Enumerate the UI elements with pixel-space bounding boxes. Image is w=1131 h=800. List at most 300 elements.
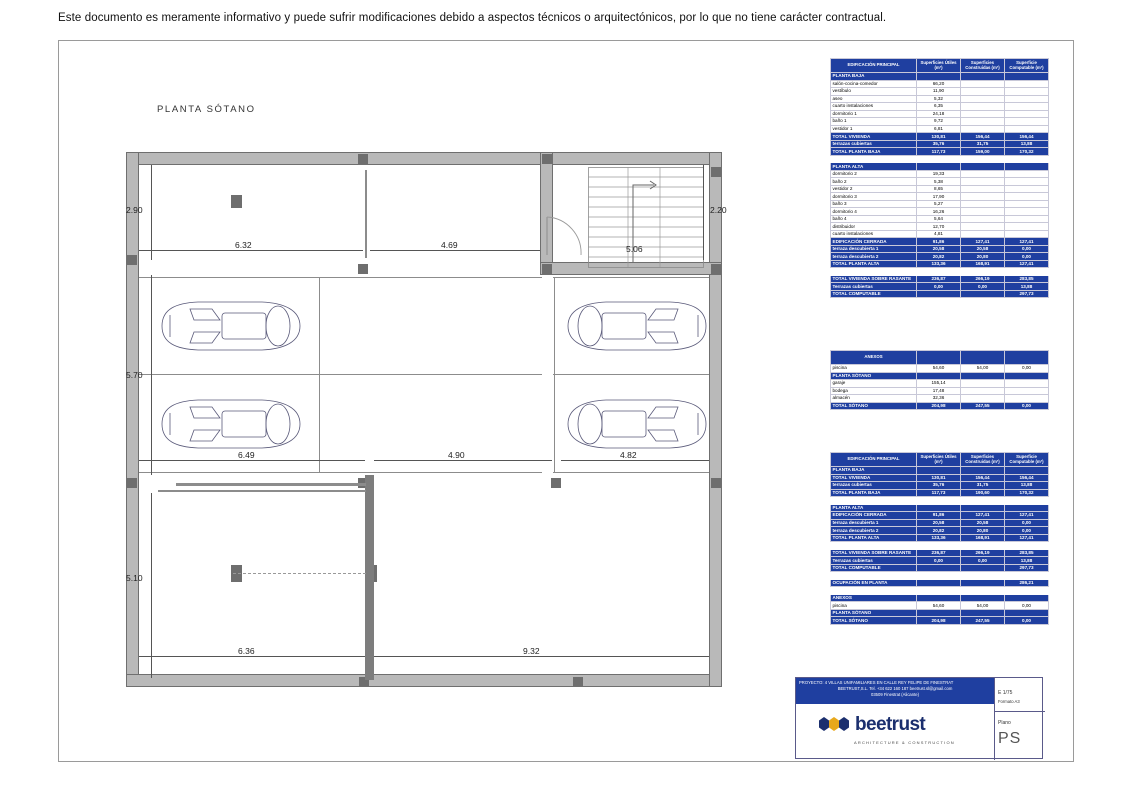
- row-value: 204,98: [917, 402, 961, 410]
- row-value: 156,44: [1005, 474, 1049, 482]
- row-label: TOTAL PLANTA BAJA: [831, 148, 917, 156]
- row-label: piscina: [831, 602, 917, 610]
- dim-stair: 5.06: [626, 244, 643, 254]
- table-row: [831, 185, 1049, 193]
- row-value: 8,65: [917, 185, 961, 193]
- column-13: [573, 677, 583, 687]
- dimline-mid-a: [139, 460, 365, 461]
- row-value: 6,35: [917, 103, 961, 111]
- row-value: 127,41: [1005, 512, 1049, 520]
- row-value: [961, 564, 1005, 572]
- row-value: 286,21: [1005, 579, 1049, 587]
- column-1: [358, 154, 368, 164]
- row-label: Terrazas cubiertas: [831, 283, 917, 291]
- row-value: [961, 200, 1005, 208]
- row-value: 17,48: [917, 387, 961, 395]
- row-value: 0,00: [1005, 253, 1049, 261]
- row-value: 20,80: [961, 253, 1005, 261]
- table-header-row: [831, 59, 1049, 73]
- row-value: [917, 564, 961, 572]
- row-value: [1005, 185, 1049, 193]
- row-value: [961, 587, 1005, 595]
- row-value: 236,87: [917, 549, 961, 557]
- scale-label: E 1/75: [998, 690, 1013, 696]
- row-label: baño 3: [831, 200, 917, 208]
- row-value: [917, 155, 961, 163]
- row-value: [917, 579, 961, 587]
- surface-table-main: [830, 58, 1049, 298]
- table-row: [831, 193, 1049, 201]
- table-row: [831, 133, 1049, 141]
- car-top-right: [558, 293, 718, 359]
- table-row: [831, 170, 1049, 178]
- row-value: 0,00: [1005, 245, 1049, 253]
- table-row: [831, 80, 1049, 88]
- row-value: 236,87: [917, 275, 961, 283]
- row-value: 0,00: [1005, 519, 1049, 527]
- row-label: vestidor 2: [831, 185, 917, 193]
- partition-mid-horizontal-2: [158, 490, 366, 492]
- dimline-left-bottom: [151, 493, 152, 678]
- row-value: 19,33: [917, 170, 961, 178]
- row-value: [1005, 200, 1049, 208]
- row-value: 20,58: [961, 245, 1005, 253]
- row-label: [831, 268, 917, 276]
- row-value: [917, 542, 961, 550]
- wall-top-right: [540, 152, 722, 165]
- table-row: [831, 504, 1049, 512]
- row-value: 31,75: [961, 140, 1005, 148]
- row-value: 0,00: [961, 557, 1005, 565]
- row-value: 13,88: [1005, 283, 1049, 291]
- row-value: 127,41: [1005, 260, 1049, 268]
- row-label: Terrazas cubiertas: [831, 557, 917, 565]
- table-row: [831, 519, 1049, 527]
- row-value: 20,58: [917, 519, 961, 527]
- staircase: [588, 167, 708, 272]
- row-value: [961, 193, 1005, 201]
- table-header-cell: EDIFICACIÓN PRINCIPAL: [831, 59, 917, 73]
- row-value: [917, 587, 961, 595]
- row-value: [917, 73, 961, 81]
- row-value: [917, 594, 961, 602]
- table-header-cell: Superficie Computable (m²): [1005, 453, 1049, 467]
- table-row: [831, 275, 1049, 283]
- row-label: piscina: [831, 365, 917, 373]
- title-block-project-info: [796, 678, 994, 704]
- table-row: [831, 200, 1049, 208]
- row-label: PLANTA SÓTANO: [831, 609, 917, 617]
- row-label: baño 4: [831, 215, 917, 223]
- row-value: [1005, 125, 1049, 133]
- row-value: [961, 395, 1005, 403]
- table-row: [831, 572, 1049, 580]
- table-row: [831, 260, 1049, 268]
- wall-top: [126, 152, 562, 165]
- table-row: [831, 155, 1049, 163]
- dim-mid-b: 4.90: [448, 450, 465, 460]
- row-value: 127,41: [961, 512, 1005, 520]
- table-header-cell: [1005, 351, 1049, 365]
- row-label: dormitorio 2: [831, 170, 917, 178]
- dim-left-mid: 5.70: [126, 370, 143, 380]
- column-11: [711, 478, 721, 488]
- table-row: [831, 602, 1049, 610]
- table-row: [831, 230, 1049, 238]
- row-value: [961, 185, 1005, 193]
- table-row: [831, 283, 1049, 291]
- row-value: 16,26: [917, 208, 961, 216]
- table-header-cell: Superficies Útiles (m²): [917, 453, 961, 467]
- floor-plan: [118, 145, 730, 695]
- column-10: [551, 478, 561, 488]
- row-value: [1005, 223, 1049, 231]
- table-row: [831, 395, 1049, 403]
- row-value: [1005, 594, 1049, 602]
- row-value: 11,90: [917, 88, 961, 96]
- row-value: 66,20: [917, 80, 961, 88]
- table-row: [831, 587, 1049, 595]
- row-value: 5,32: [917, 95, 961, 103]
- row-label: [831, 497, 917, 505]
- table-row: [831, 387, 1049, 395]
- row-value: [961, 572, 1005, 580]
- row-value: 0,00: [961, 283, 1005, 291]
- table-header-cell: Superficie Computable (m²): [1005, 59, 1049, 73]
- dim-bot-a: 6.36: [238, 646, 255, 656]
- row-value: [1005, 387, 1049, 395]
- row-value: [961, 95, 1005, 103]
- row-label: aseo: [831, 95, 917, 103]
- row-label: EDIFICACIÓN CERRADA: [831, 512, 917, 520]
- plan-title: PLANTA SÓTANO: [157, 104, 256, 115]
- row-value: 0,00: [1005, 527, 1049, 535]
- row-label: salón-cocina-comedor: [831, 80, 917, 88]
- partition-mid-horizontal: [176, 483, 366, 486]
- row-label: terraza descubierta 2: [831, 253, 917, 261]
- table-row: [831, 512, 1049, 520]
- row-value: 20,82: [917, 253, 961, 261]
- row-value: 20,82: [917, 527, 961, 535]
- parking-slot-left-1: [319, 277, 320, 374]
- dimline-bot-b: [374, 656, 709, 657]
- row-value: 127,41: [961, 238, 1005, 246]
- row-label: dormitorio 4: [831, 208, 917, 216]
- row-value: [961, 268, 1005, 276]
- plan-code: PS: [998, 730, 1022, 747]
- door-swing: [545, 215, 585, 259]
- column-3: [711, 167, 721, 177]
- row-value: [961, 208, 1005, 216]
- row-value: [1005, 118, 1049, 126]
- row-value: [961, 118, 1005, 126]
- row-label: TOTAL COMPUTABLE: [831, 290, 917, 298]
- row-value: 133,36: [917, 260, 961, 268]
- row-value: [961, 372, 1005, 380]
- wall-left: [126, 152, 139, 687]
- row-value: [961, 170, 1005, 178]
- hexagon-icon: [816, 715, 850, 735]
- table-row: [831, 542, 1049, 550]
- row-label: vestíbulo: [831, 88, 917, 96]
- row-label: TOTAL VIVIENDA: [831, 133, 917, 141]
- row-value: [1005, 73, 1049, 81]
- row-value: [1005, 80, 1049, 88]
- row-value: [917, 268, 961, 276]
- row-value: 20,80: [961, 527, 1005, 535]
- table-row: [831, 178, 1049, 186]
- table-row: [831, 527, 1049, 535]
- table-row: [831, 579, 1049, 587]
- table-row: [831, 88, 1049, 96]
- row-value: [917, 290, 961, 298]
- row-value: [961, 230, 1005, 238]
- row-label: cuarto instalaciones: [831, 103, 917, 111]
- table-row: [831, 467, 1049, 475]
- row-value: 31,75: [961, 482, 1005, 490]
- row-label: garaje: [831, 380, 917, 388]
- row-value: 20,58: [917, 245, 961, 253]
- table-header-cell: ANEXOS: [831, 351, 917, 365]
- row-label: [831, 155, 917, 163]
- dimline-left-mid: [151, 275, 152, 475]
- table-row: [831, 253, 1049, 261]
- row-value: [1005, 395, 1049, 403]
- row-value: 0,00: [917, 283, 961, 291]
- row-value: 5,38: [917, 178, 961, 186]
- table-row: [831, 489, 1049, 497]
- table-row: [831, 208, 1049, 216]
- row-value: [1005, 88, 1049, 96]
- row-value: 9,72: [917, 118, 961, 126]
- row-value: [961, 594, 1005, 602]
- row-value: 170,32: [1005, 489, 1049, 497]
- row-label: cuarto instalaciones: [831, 230, 917, 238]
- row-label: EDIFICACIÓN CERRADA: [831, 238, 917, 246]
- row-label: PLANTA SÓTANO: [831, 372, 917, 380]
- partition-upper-vertical: [365, 170, 367, 258]
- row-value: 247,55: [961, 402, 1005, 410]
- dimline-right-top: [703, 165, 704, 260]
- row-value: 247,55: [961, 617, 1005, 625]
- parking-slot-right-1: [554, 277, 555, 374]
- garage-band-bottom: [139, 472, 542, 473]
- row-value: 0,00: [1005, 617, 1049, 625]
- row-value: 283,85: [1005, 549, 1049, 557]
- wall-bottom: [126, 674, 722, 687]
- row-value: [1005, 170, 1049, 178]
- row-value: [961, 110, 1005, 118]
- row-label: ANEXOS: [831, 594, 917, 602]
- row-value: [1005, 504, 1049, 512]
- row-value: [1005, 178, 1049, 186]
- row-label: dormitorio 1: [831, 110, 917, 118]
- column-8: [127, 478, 137, 488]
- row-value: [1005, 163, 1049, 171]
- row-value: [961, 542, 1005, 550]
- row-label: TOTAL VIVIENDA SOBRE RASANTE: [831, 549, 917, 557]
- row-value: [961, 223, 1005, 231]
- row-value: 133,36: [917, 534, 961, 542]
- dim-mid-c: 4.82: [620, 450, 637, 460]
- row-value: 32,36: [917, 395, 961, 403]
- row-value: 0,00: [1005, 402, 1049, 410]
- row-value: 91,86: [917, 238, 961, 246]
- row-value: 4,81: [917, 230, 961, 238]
- table-row: [831, 125, 1049, 133]
- car-top-left: [150, 293, 310, 359]
- row-value: [961, 80, 1005, 88]
- row-value: 35,76: [917, 140, 961, 148]
- table-row: [831, 609, 1049, 617]
- row-value: 13,88: [1005, 140, 1049, 148]
- row-value: 117,73: [917, 148, 961, 156]
- row-label: TOTAL SÓTANO: [831, 617, 917, 625]
- table-row: [831, 95, 1049, 103]
- row-value: [961, 103, 1005, 111]
- row-value: [1005, 193, 1049, 201]
- row-value: [1005, 572, 1049, 580]
- row-label: PLANTA BAJA: [831, 467, 917, 475]
- row-value: [917, 504, 961, 512]
- garage-band-right-bottom: [553, 472, 709, 473]
- row-value: [1005, 372, 1049, 380]
- row-value: [1005, 103, 1049, 111]
- column-5: [358, 264, 368, 274]
- row-label: PLANTA BAJA: [831, 73, 917, 81]
- car-bottom-left: [150, 391, 310, 457]
- brand-name: beetrust: [855, 714, 926, 735]
- disclaimer-text: Este documento es meramente informativo y puede sufrir modificaciones debido a aspectos técnicos o arquitectónicos, por lo que no tiene carácter contractual.: [58, 12, 887, 24]
- row-value: [961, 73, 1005, 81]
- row-value: 168,91: [961, 260, 1005, 268]
- table-row: [831, 268, 1049, 276]
- row-value: 0,00: [917, 557, 961, 565]
- row-label: TOTAL COMPUTABLE: [831, 564, 917, 572]
- garage-band-top: [139, 277, 542, 278]
- row-value: 156,44: [1005, 133, 1049, 141]
- table-row: [831, 380, 1049, 388]
- row-value: 127,41: [1005, 238, 1049, 246]
- row-label: OCUPACIÓN EN PLANTA: [831, 579, 917, 587]
- surface-table-summary: [830, 452, 1049, 625]
- parking-divider-1: [139, 374, 542, 375]
- company-line: BEETRUST,S.L. Tel. +34 622 160 187 beetrust.sl@gmail.com: [837, 686, 953, 692]
- dashed-guide: [233, 573, 366, 574]
- row-value: 297,73: [1005, 290, 1049, 298]
- table-row: [831, 223, 1049, 231]
- dimline-mid-b: [374, 460, 552, 461]
- row-value: [1005, 95, 1049, 103]
- table-row: [831, 163, 1049, 171]
- table-row: [831, 103, 1049, 111]
- row-value: [961, 504, 1005, 512]
- row-value: 17,90: [917, 193, 961, 201]
- table-row: [831, 594, 1049, 602]
- row-value: 170,32: [1005, 148, 1049, 156]
- row-value: [1005, 208, 1049, 216]
- row-value: [1005, 467, 1049, 475]
- row-value: 54,00: [961, 602, 1005, 610]
- dimline-top-b: [370, 250, 540, 251]
- column-7: [711, 264, 721, 274]
- row-value: [1005, 542, 1049, 550]
- row-value: 130,81: [917, 474, 961, 482]
- project-line: PROYECTO: 4 VILLAS UNIFAMILIARES EN CALLE REY FELIPE DE FINESTRAT: [799, 680, 954, 685]
- row-value: 190,60: [961, 489, 1005, 497]
- dim-top-b: 4.69: [441, 240, 458, 250]
- divider: [995, 711, 1045, 712]
- table-row: [831, 497, 1049, 505]
- table-row: [831, 402, 1049, 410]
- row-value: 13,88: [1005, 557, 1049, 565]
- row-value: 0,00: [1005, 602, 1049, 610]
- surface-table-annexes: [830, 350, 1049, 410]
- dim-top-a: 6.32: [235, 240, 252, 250]
- row-label: terraza descubierta 2: [831, 527, 917, 535]
- row-label: TOTAL PLANTA ALTA: [831, 534, 917, 542]
- table-row: [831, 290, 1049, 298]
- parking-divider-2: [553, 374, 709, 375]
- dimline-left-top: [151, 165, 152, 260]
- table-row: [831, 245, 1049, 253]
- row-value: [1005, 609, 1049, 617]
- row-value: 54,00: [961, 365, 1005, 373]
- dimline-mid-c: [561, 460, 709, 461]
- car-bottom-right: [558, 391, 718, 457]
- table-row: [831, 549, 1049, 557]
- row-value: [917, 163, 961, 171]
- row-label: distribuidor: [831, 223, 917, 231]
- format-label: Formato A3: [998, 699, 1020, 704]
- row-value: 266,19: [961, 549, 1005, 557]
- row-label: TOTAL PLANTA BAJA: [831, 489, 917, 497]
- table-header-cell: Superficies Construidas (m²): [961, 59, 1005, 73]
- row-value: 159,00: [961, 148, 1005, 156]
- row-value: 130,81: [917, 133, 961, 141]
- table-header-cell: [961, 351, 1005, 365]
- partition-vertical-center: [365, 475, 374, 680]
- parking-slot-right-2: [554, 375, 555, 472]
- column-4: [127, 255, 137, 265]
- row-value: 156,44: [961, 133, 1005, 141]
- row-label: TOTAL VIVIENDA SOBRE RASANTE: [831, 275, 917, 283]
- row-value: [961, 290, 1005, 298]
- row-value: 204,98: [917, 617, 961, 625]
- table-row: [831, 482, 1049, 490]
- row-value: 54,60: [917, 602, 961, 610]
- row-value: 13,88: [1005, 482, 1049, 490]
- row-value: 0,00: [1005, 365, 1049, 373]
- table-row: [831, 118, 1049, 126]
- table-row: [831, 474, 1049, 482]
- row-value: 117,73: [917, 489, 961, 497]
- row-value: 156,44: [961, 474, 1005, 482]
- row-value: [917, 467, 961, 475]
- table-header-cell: Superficies Útiles (m²): [917, 59, 961, 73]
- row-label: TOTAL VIVIENDA: [831, 474, 917, 482]
- row-label: [831, 572, 917, 580]
- table-row: [831, 372, 1049, 380]
- row-value: [961, 155, 1005, 163]
- row-label: almacén: [831, 395, 917, 403]
- row-value: [917, 572, 961, 580]
- table-row: [831, 140, 1049, 148]
- row-label: PLANTA ALTA: [831, 163, 917, 171]
- brand-tagline: ARCHITECTURE & CONSTRUCTION: [854, 740, 955, 745]
- table-header-row: [831, 351, 1049, 365]
- row-value: [1005, 587, 1049, 595]
